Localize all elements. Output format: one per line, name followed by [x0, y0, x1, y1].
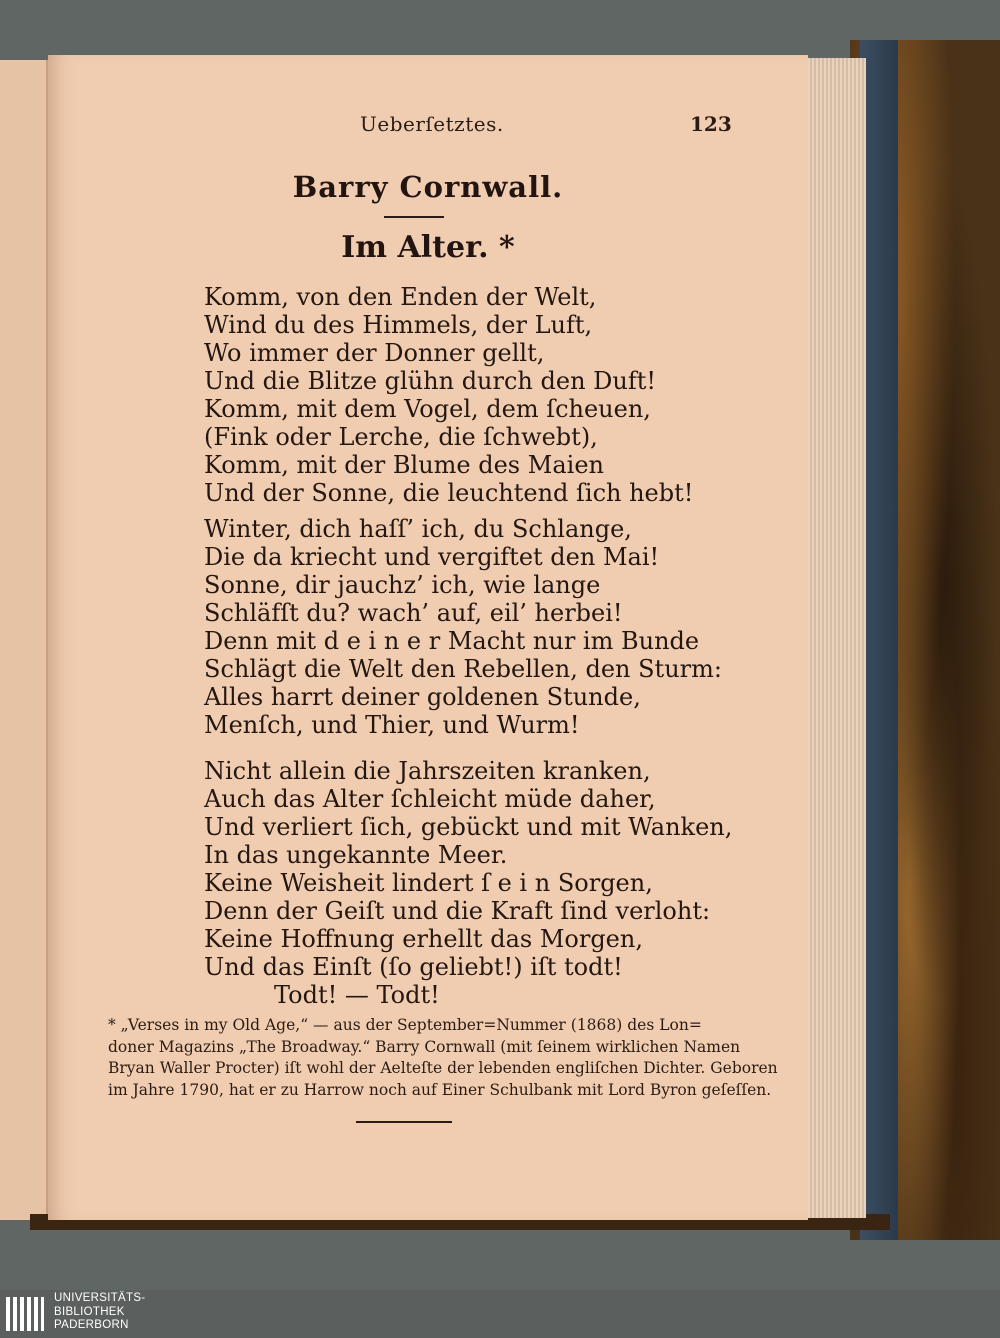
running-head: Ueberſetztes.: [360, 112, 504, 136]
verse-line: Alles harrt deiner goldenen Stunde,: [204, 683, 641, 711]
poem-title: Im Alter. *: [341, 230, 515, 265]
stanza: [204, 757, 732, 1009]
page-stack-edge: [808, 58, 866, 1218]
verse-line: Keine Hoffnung erhellt das Morgen,: [204, 925, 643, 953]
footnote: [108, 1015, 778, 1101]
verse-line: Denn der Geiſt und die Kraft ſind verloht:: [204, 897, 711, 925]
verse-line: Schlägt die Welt den Rebellen, den Sturm:: [204, 655, 722, 683]
stanza: [204, 283, 693, 507]
verse-line: Sonne, dir jauchz’ ich, wie lange: [204, 571, 601, 599]
verse-line: Komm, mit der Blume des Maien: [204, 451, 604, 479]
verse-line: Und verliert ſich, gebückt und mit Wanken,: [204, 813, 733, 841]
library-name-line: UNIVERSITÄTS-: [54, 1292, 146, 1304]
verse-line: Todt! — Todt!: [274, 981, 440, 1009]
verse-line: Menſch, und Thier, und Wurm!: [204, 711, 580, 739]
verse-line: Komm, von den Enden der Welt,: [204, 283, 597, 311]
verse-line: Keine Weisheit lindert ſ e i n Sorgen,: [204, 869, 653, 897]
verse-line: Denn mit d e i n e r Macht nur im Bunde: [204, 627, 700, 655]
footnote-line: Bryan Waller Procter) iſt wohl der Aelteſte der lebenden engliſchen Dichter. Geboren: [108, 1059, 778, 1077]
verse-line: Nicht allein die Jahrszeiten kranken,: [204, 757, 651, 785]
page-number: 123: [690, 112, 732, 136]
verse-line: Die da kriecht und vergiftet den Mai!: [204, 543, 660, 571]
verse-line: Wind du des Himmels, der Luft,: [204, 311, 593, 339]
author-heading: Barry Cornwall.: [292, 170, 564, 204]
verse-line: Wo immer der Donner gellt,: [204, 339, 545, 367]
footer-rule: [356, 1121, 452, 1123]
verse-line: Schläfſt du? wach’ auf, eil’ herbei!: [204, 599, 623, 627]
verse-line: In das ungekannte Meer.: [204, 841, 508, 869]
footnote-line: doner Magazins „The Broadway.“ Barry Cornwall (mit ſeinem wirklichen Namen: [108, 1037, 741, 1056]
footnote-line: im Jahre 1790, hat er zu Harrow noch auf Einer Schulbank mit Lord Byron geſeſſen.: [108, 1080, 772, 1099]
library-name: [54, 1292, 145, 1333]
stanza: [204, 515, 722, 739]
verse-line: Und das Einſt (ſo geliebt!) iſt todt!: [204, 953, 623, 981]
verse-line: Auch das Alter ſchleicht müde daher,: [204, 785, 656, 813]
library-logo-icon: [4, 1293, 46, 1335]
verse-line: Und die Blitze glühn durch den Duft!: [204, 367, 657, 395]
verse-line: Winter, dich haſſ’ ich, du Schlange,: [204, 515, 632, 543]
verse-line: (Fink oder Lerche, die ſchwebt),: [204, 423, 598, 451]
verse-line: Komm, mit dem Vogel, dem ſcheuen,: [204, 395, 651, 423]
footnote-line: * „Verses in my Old Age,“ — aus der September=Nummer (1868) des Lon=: [108, 1016, 702, 1034]
library-footer-bar: [0, 1290, 1000, 1338]
library-name-line: PADERBORN: [54, 1319, 129, 1331]
verse-line: Und der Sonne, die leuchtend ſich hebt!: [204, 479, 694, 507]
left-page-edge: [0, 60, 49, 1220]
library-name-line: BIBLIOTHEK: [54, 1305, 125, 1318]
divider-rule: [384, 216, 444, 218]
